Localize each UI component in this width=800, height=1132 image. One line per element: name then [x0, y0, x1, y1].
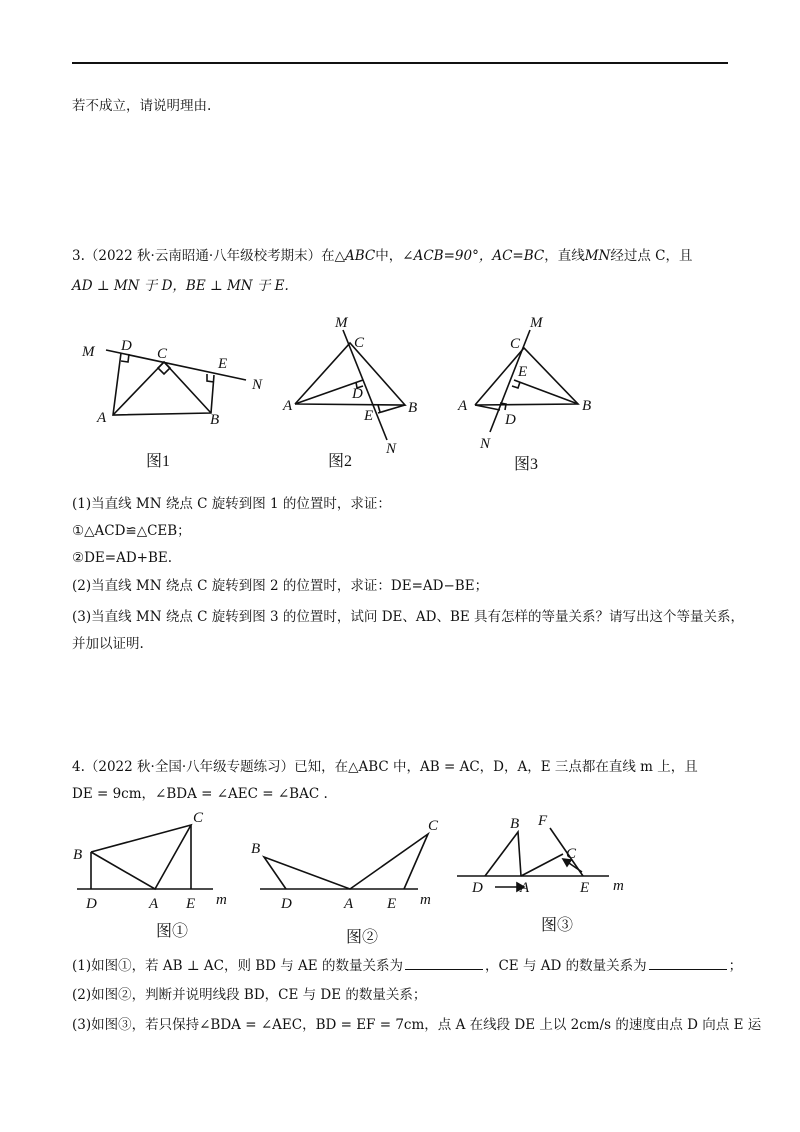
q4-stem-line1: 4.（2022 秋·全国·八年级专题练习）已知，在△ABC 中，AB = AC，D，A，E 三点都在直线 m 上，且	[72, 759, 698, 775]
q3-fig2-caption: 图2	[328, 453, 353, 470]
q4f3-label-E: E	[580, 880, 590, 896]
q3-stem-line2: AD ⊥ MN 于 D，BE ⊥ MN 于 E.	[72, 278, 289, 294]
q3-mid: 中，	[375, 248, 403, 264]
q4f3-label-F: F	[538, 813, 548, 829]
q4-figure-2	[251, 818, 439, 946]
q3-part1-ii: ②DE=AD+BE.	[72, 550, 173, 566]
q3f2-label-A: A	[283, 398, 293, 414]
q3f2-label-M: M	[335, 315, 348, 331]
q4-part1-text-a: (1)如图①，若 AB ⊥ AC，则 BD 与 AE 的数量关系为	[72, 958, 403, 974]
q4f2-label-C: C	[428, 818, 439, 834]
q3-figure-2	[282, 315, 417, 470]
q3f3-label-D: D	[505, 412, 516, 428]
q3-tail: 经过点 C，且	[610, 248, 693, 264]
q3f3-label-E: E	[518, 364, 528, 380]
q4-stem-line2: DE = 9cm，∠BDA = ∠AEC = ∠BAC .	[72, 786, 328, 802]
q3-figure-3	[457, 315, 591, 473]
q4f3-label-C: C	[566, 846, 577, 862]
q3f2-label-C: C	[354, 335, 365, 351]
q4f2-label-B: B	[251, 841, 261, 857]
q3-source: 3.（2022 秋·云南昭通·八年级校考期末）在	[72, 248, 335, 264]
q3-triangle: △ABC	[334, 248, 376, 264]
q3-fig1-caption: 图1	[146, 453, 171, 470]
q4-answer-blank-2[interactable]	[649, 957, 727, 970]
q3f3-label-A: A	[458, 398, 468, 414]
q4-fig1-caption: 图①	[156, 923, 189, 940]
q4-fig3-caption: 图③	[541, 917, 574, 934]
q3-part1: (1)当直线 MN 绕点 C 旋转到图 1 的位置时，求证：	[72, 496, 391, 512]
q4f3-label-D: D	[472, 880, 483, 896]
q3-part1-i: ①△ACD≌△CEB；	[72, 523, 191, 539]
q3-conditions: ∠ACB=90°，AC=BC	[402, 248, 545, 264]
q4-figure-3	[457, 813, 624, 934]
q3-fig3-caption: 图3	[514, 456, 539, 473]
q4f1-label-A: A	[149, 896, 159, 912]
q4-part1-text-b: ，CE 与 AD 的数量关系为	[484, 958, 647, 974]
q3f1-label-A: A	[97, 410, 107, 426]
q3f3-label-M: M	[530, 315, 543, 331]
q4f1-label-m: m	[216, 892, 227, 908]
q3f2-label-E: E	[364, 408, 374, 424]
q3-figure-1	[81, 338, 263, 470]
q3-part3-line2: 并加以证明.	[72, 636, 144, 652]
q4-figure-1	[73, 810, 227, 940]
q4f3-label-m: m	[613, 878, 624, 894]
q4f2-label-D: D	[281, 896, 292, 912]
q3f2-label-D: D	[352, 386, 363, 402]
q3f1-label-C: C	[157, 346, 168, 362]
q4f1-label-E: E	[186, 896, 196, 912]
q4-part1	[72, 956, 743, 976]
q3-line-mn: MN	[584, 248, 611, 264]
q4f1-label-C: C	[193, 810, 204, 826]
previous-question-tail: 若不成立，请说明理由.	[72, 98, 212, 114]
q3f1-label-N: N	[252, 377, 263, 393]
q3f1-label-D: D	[121, 338, 132, 354]
q3-rest: ，直线	[544, 248, 585, 264]
q4f2-label-E: E	[387, 896, 397, 912]
q3f2-label-B: B	[408, 400, 418, 416]
q3f1-label-B: B	[210, 412, 220, 428]
q3f3-label-B: B	[582, 398, 592, 414]
q3f3-label-C: C	[510, 336, 521, 352]
q4-fig2-caption: 图②	[346, 929, 379, 946]
q4-answer-blank-1[interactable]	[405, 957, 483, 970]
q3f2-label-N: N	[386, 441, 397, 457]
q4f1-label-B: B	[73, 847, 83, 863]
q3f1-label-M: M	[82, 344, 95, 360]
q4f1-label-D: D	[86, 896, 97, 912]
q4f3-label-A: A	[520, 880, 530, 896]
q3f1-label-E: E	[218, 356, 228, 372]
q4-part1-end: ；	[728, 958, 743, 974]
q4-part2: (2)如图②，判断并说明线段 BD，CE 与 DE 的数量关系；	[72, 987, 427, 1003]
q4-part3: (3)如图③，若只保持∠BDA = ∠AEC，BD = EF = 7cm，点 A 在线段 DE 上以 2cm/s 的速度由点 D 向点 E 运	[72, 1017, 762, 1033]
q3-part3-line1: (3)当直线 MN 绕点 C 旋转到图 3 的位置时，试问 DE、AD、BE 具有怎样的等量关系？请写出这个等量关系，	[72, 609, 745, 625]
q4f2-label-A: A	[344, 896, 354, 912]
q3f3-label-N: N	[480, 436, 491, 452]
q3-part2: (2)当直线 MN 绕点 C 旋转到图 2 的位置时，求证：DE=AD−BE；	[72, 578, 489, 594]
q4f2-label-m: m	[420, 892, 431, 908]
q4f3-label-B: B	[510, 816, 520, 832]
